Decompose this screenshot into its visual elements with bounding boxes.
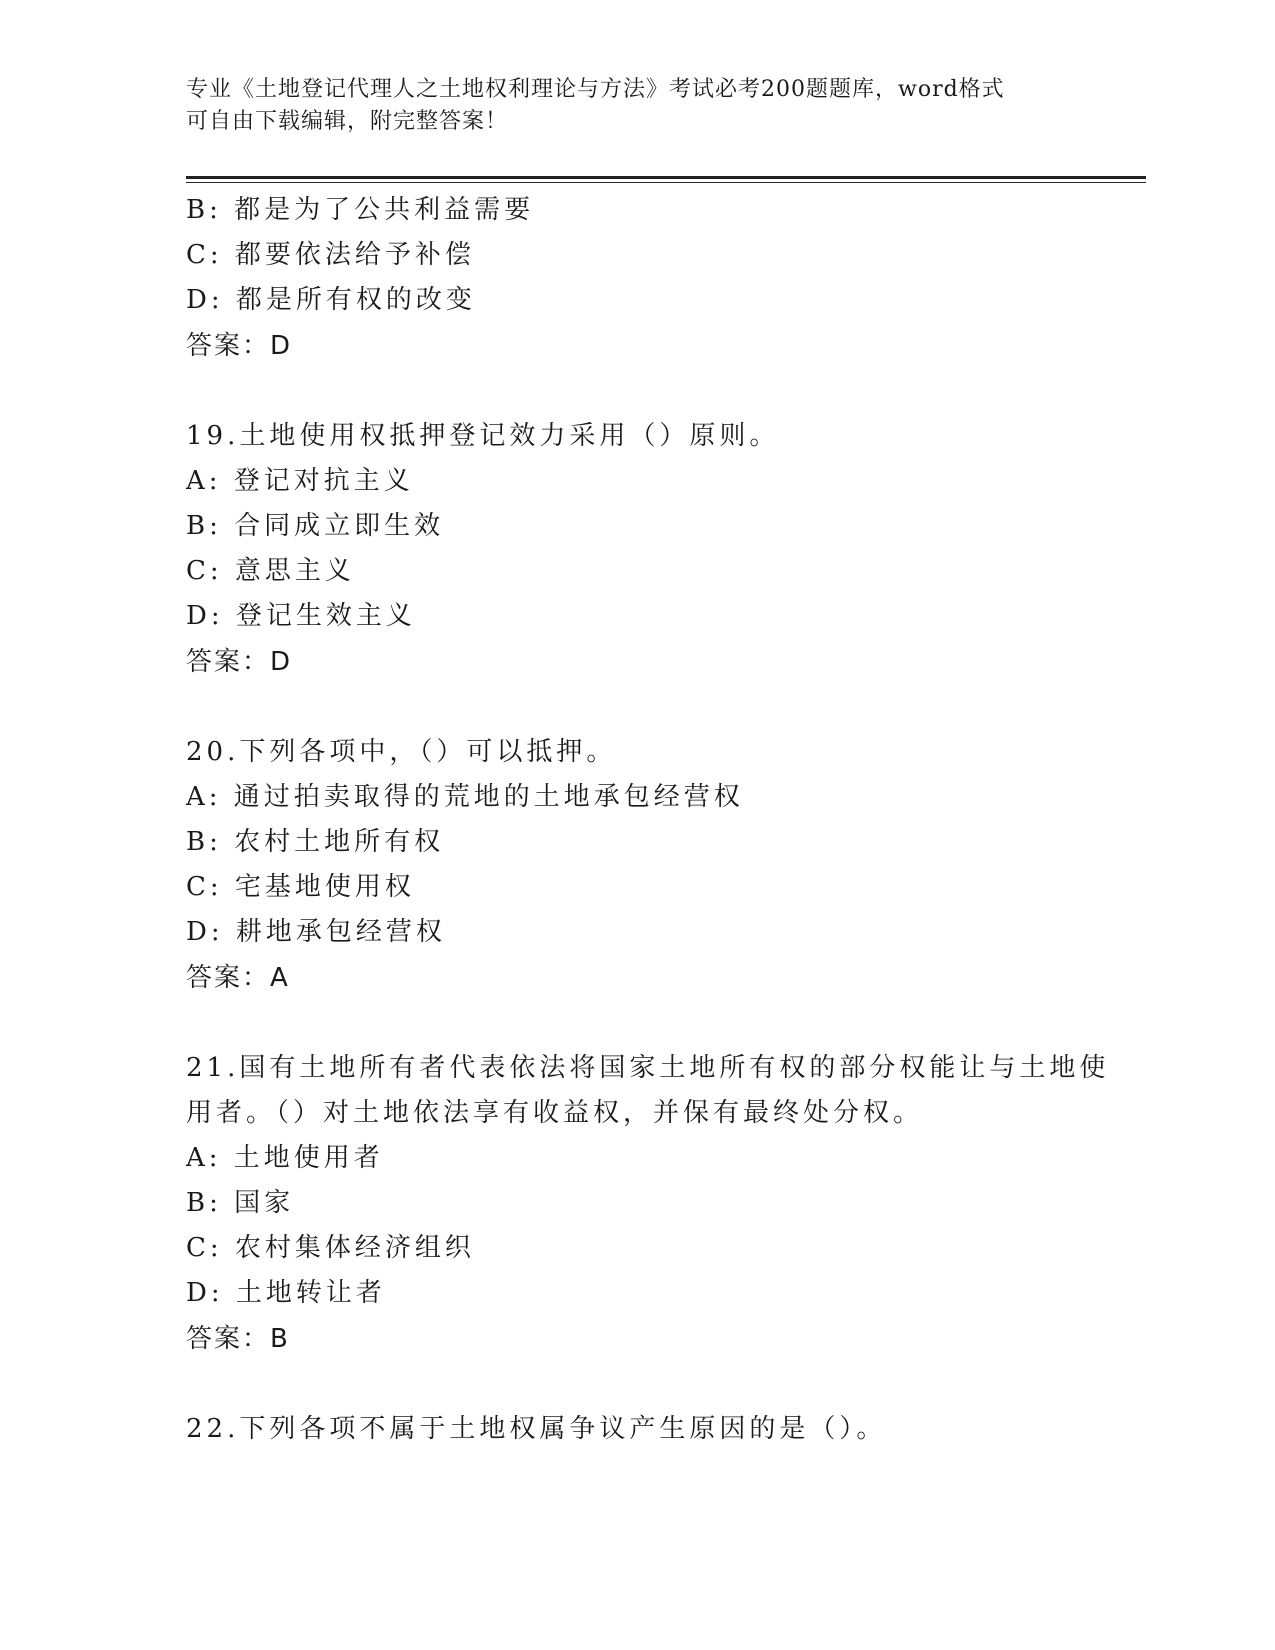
answer: 答案：B (186, 1324, 290, 1354)
option-d: D: 耕地承包经营权 (186, 917, 446, 947)
option-c: C: 意思主义 (186, 556, 355, 586)
question-stem: 22.下列各项不属于土地权属争议产生原因的是（）。 (186, 1414, 887, 1444)
question-stem-line-2: 用者。（）对土地依法享有收益权，并保有最终处分权。 (186, 1098, 924, 1128)
option-d: D: 土地转让者 (186, 1278, 386, 1308)
option-b: B: 都是为了公共利益需要 (186, 195, 535, 225)
header-title-line-2: 可自由下载编辑，附完整答案！ (186, 109, 509, 134)
question-stem: 20.下列各项中，（）可以抵押。 (186, 737, 617, 767)
option-a: A: 登记对抗主义 (186, 466, 414, 496)
answer: 答案：D (186, 331, 293, 361)
option-d: D: 登记生效主义 (186, 601, 416, 631)
option-c: C: 都要依法给予补偿 (186, 240, 475, 270)
spacer (186, 1001, 1086, 1046)
question-22 (186, 1407, 1086, 1452)
option-d: D: 都是所有权的改变 (186, 285, 476, 315)
document-header (186, 74, 1086, 138)
question-19 (186, 414, 1086, 685)
answer: 答案：D (186, 647, 293, 677)
option-a: A: 土地使用者 (186, 1143, 384, 1173)
question-stem: 19.土地使用权抵押登记效力采用（）原则。 (186, 421, 780, 451)
option-a: A: 通过拍卖取得的荒地的土地承包经营权 (186, 782, 744, 812)
header-divider-thin (186, 182, 1146, 183)
spacer (186, 1362, 1086, 1407)
question-list (186, 188, 1110, 1452)
option-c: C: 农村集体经济组织 (186, 1233, 475, 1263)
spacer (186, 369, 1086, 414)
header-title-line-1: 专业《土地登记代理人之土地权利理论与方法》考试必考200题题库，word格式 (186, 77, 1005, 102)
answer: 答案：A (186, 963, 290, 993)
spacer (186, 685, 1086, 730)
option-b: B: 国家 (186, 1188, 295, 1218)
question-20 (186, 730, 1086, 1001)
question-stem-line-1: 21.国有土地所有者代表依法将国家土地所有权的部分权能让与土地使 (186, 1053, 1110, 1083)
option-c: C: 宅基地使用权 (186, 872, 415, 902)
question-18 (186, 188, 1086, 369)
header-divider-thick (186, 176, 1146, 179)
option-b: B: 农村土地所有权 (186, 827, 445, 857)
option-b: B: 合同成立即生效 (186, 511, 445, 541)
question-21 (186, 1046, 1110, 1362)
